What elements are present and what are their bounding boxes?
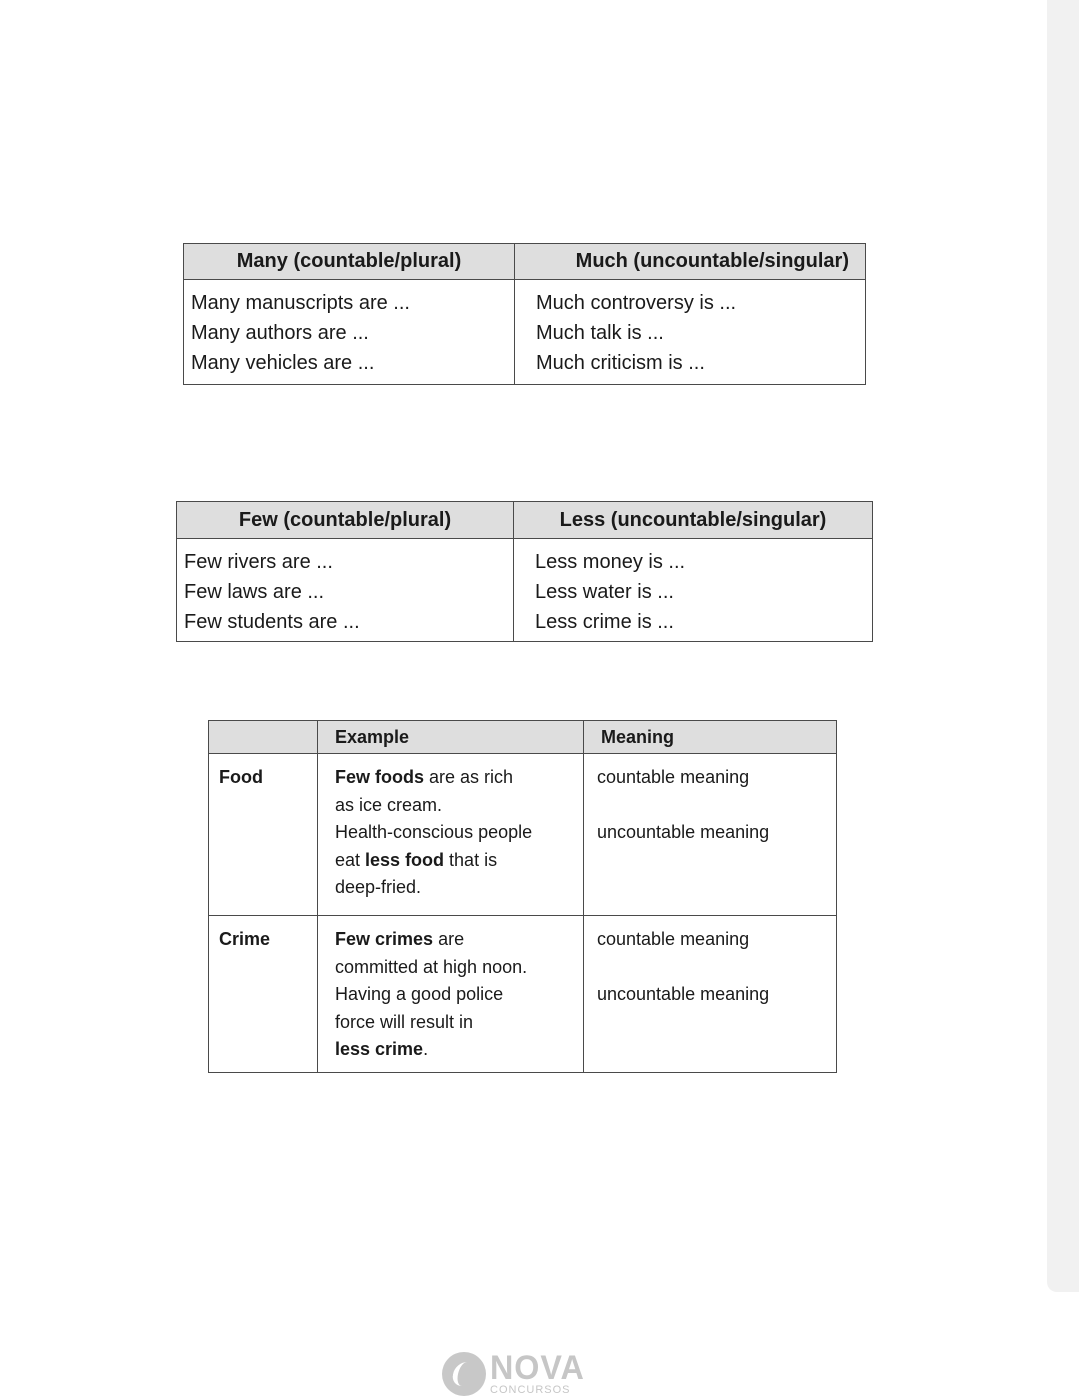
header-few: Few (countable/plural) bbox=[177, 502, 514, 539]
list-item: Less water is ... bbox=[535, 581, 674, 603]
table-header-row bbox=[209, 721, 837, 754]
list-item: Much controversy is ... bbox=[536, 292, 737, 314]
example-line bbox=[335, 1036, 575, 1064]
header-example: Example bbox=[318, 721, 584, 754]
examples-table bbox=[208, 720, 837, 1073]
less-examples-cell bbox=[514, 539, 873, 642]
logo-mark-icon bbox=[442, 1352, 486, 1396]
many-examples-cell bbox=[184, 280, 515, 385]
few-less-table bbox=[176, 501, 873, 642]
list-item: Few laws are ... bbox=[184, 581, 325, 603]
example-text: are as rich bbox=[424, 767, 514, 787]
example-line: as ice cream. bbox=[335, 794, 443, 815]
list-item: Much criticism is ... bbox=[536, 352, 705, 374]
bold-phrase: less crime bbox=[335, 1039, 424, 1060]
meaning-text: countable meaning bbox=[597, 929, 750, 949]
example-line bbox=[335, 926, 575, 954]
table-row bbox=[209, 754, 837, 916]
header-blank bbox=[209, 721, 318, 754]
meaning-text: uncountable meaning bbox=[597, 822, 770, 843]
meaning-text: countable meaning bbox=[597, 767, 750, 787]
table-header-row bbox=[184, 244, 866, 280]
bold-phrase: Few foods bbox=[335, 767, 424, 787]
meaning-cell bbox=[584, 916, 837, 1073]
header-many: Many (countable/plural) bbox=[184, 244, 515, 280]
example-cell bbox=[318, 916, 584, 1073]
header-much: Much (uncountable/singular) bbox=[515, 244, 866, 280]
header-meaning: Meaning bbox=[584, 721, 837, 754]
example-text: that is bbox=[444, 849, 498, 870]
bold-phrase: Few crimes bbox=[335, 929, 434, 949]
meaning-text: uncountable meaning bbox=[597, 984, 770, 1005]
meaning-cell bbox=[584, 754, 837, 916]
header-less: Less (uncountable/singular) bbox=[514, 502, 873, 539]
logo-subtitle: CONCURSOS bbox=[490, 1384, 571, 1396]
example-line bbox=[335, 764, 575, 792]
list-item: Many manuscripts are ... bbox=[191, 292, 410, 314]
table-row bbox=[209, 916, 837, 1073]
table-row bbox=[184, 280, 866, 385]
list-item: Many vehicles are ... bbox=[191, 352, 375, 374]
list-item: Much talk is ... bbox=[536, 322, 664, 344]
list-item: Less crime is ... bbox=[535, 611, 674, 633]
nova-concursos-logo bbox=[440, 1350, 585, 1397]
example-text: are bbox=[433, 929, 465, 949]
example-text: . bbox=[423, 1039, 429, 1060]
list-item: Less money is ... bbox=[535, 551, 686, 573]
much-examples-cell bbox=[515, 280, 866, 385]
example-line bbox=[335, 847, 575, 875]
list-item: Few rivers are ... bbox=[184, 551, 333, 573]
example-text: eat bbox=[335, 849, 366, 870]
example-line: Having a good police bbox=[335, 984, 504, 1005]
example-cell bbox=[318, 754, 584, 916]
logo-word: NOVA bbox=[490, 1349, 585, 1387]
scrollbar-track[interactable] bbox=[1047, 0, 1079, 1292]
table-header-row bbox=[177, 502, 873, 539]
table-row bbox=[177, 539, 873, 642]
example-line: force will result in bbox=[335, 1011, 474, 1032]
list-item: Many authors are ... bbox=[191, 322, 369, 344]
example-line: Health-conscious people bbox=[335, 822, 533, 843]
list-item: Few students are ... bbox=[184, 611, 360, 633]
word-cell: Crime bbox=[209, 916, 318, 1073]
example-line: deep-fried. bbox=[335, 877, 422, 898]
example-line: committed at high noon. bbox=[335, 956, 528, 977]
many-much-table bbox=[183, 243, 866, 385]
few-examples-cell bbox=[177, 539, 514, 642]
word-cell: Food bbox=[209, 754, 318, 916]
bold-phrase: less food bbox=[365, 849, 445, 870]
